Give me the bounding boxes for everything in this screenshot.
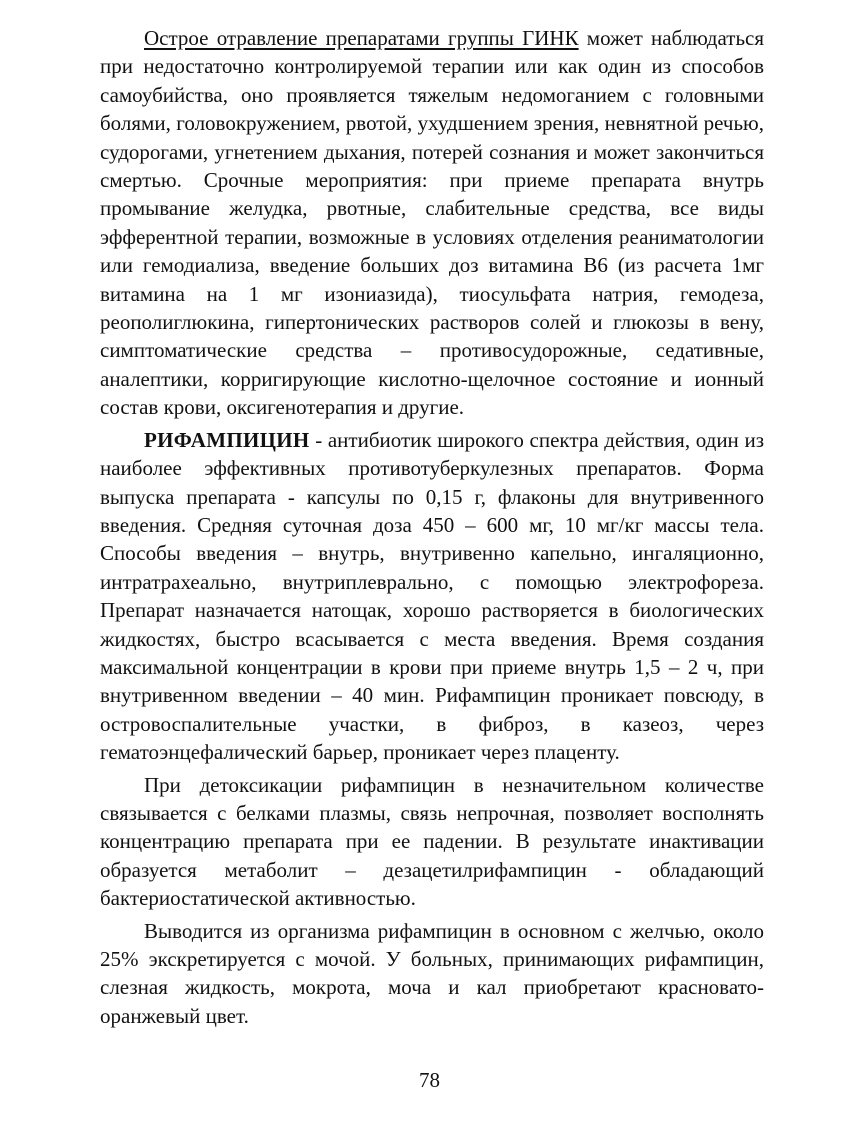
paragraph-excretion (100, 917, 764, 1031)
paragraph-text: может наблюдаться при недостаточно контролируемой терапии или как один из способов самоубийства, оно проявляется тяжелым недомоганием с головными болями, головокружением, рвотой, ухудшением зрения, невнятной речью, судорогами, угнетением дыхания, потерей сознания и может закончиться смертью. Срочные мероприятия: при приеме препарата внутрь промывание желудка, рвотные, слабительные средства, все виды эфферентной терапии, возможные в условиях отделения реаниматологии или гемодиализа, введение больших доз витамина В6 (из расчета 1мг витамина на 1 мг изониазида), тиосульфата натрия, гемодеза, реополиглюкина, гипертонических растворов солей и глюкозы в вену, симптоматические средства – противосудорожные, седативные, аналептики, корригирующие кислотно-щелочное состояние и ионный состав крови, оксигенотерапия и другие. (100, 26, 765, 420)
paragraph-text: Выводится из организма рифампицин в основном с желчью, около 25% экскретируется с мочой. У больных, принимающих рифампицин, слезная жидкость, мокрота, моча и кал приобретают красновато-оранжевый цвет. (100, 918, 764, 1028)
paragraph-detoxication (100, 771, 764, 913)
paragraph-acute-poisoning (100, 24, 764, 422)
paragraph-text: При детоксикации рифампицин в незначительном количестве связывается с белками плазмы, связь непрочная, позволяет восполнять концентрацию препарата при ее падении. В результате инактивации образуется метаболит – дезацетилрифампицин - обладающий бактериостатической активностью. (100, 772, 764, 911)
underlined-lead-phrase: Острое отравление препаратами группы ГИНК (144, 26, 579, 50)
paragraph-text: - антибиотик широкого спектра действия, один из наиболее эффективных противотуберкулезных препаратов. Форма выпуска препарата - капсулы по 0,15 г, флаконы для внутривенного введения. Средняя суточная доза 450 – 600 мг, 10 мг/кг массы тела. Способы введения – внутрь, внутривенно капельно, ингаляционно, интратрахеально, внутриплеврально, с помощью электрофореза. Препарат назначается натощак, хорошо растворяется в биологических жидкостях, быстро всасывается с места введения. Время создания максимальной концентрации в крови при приеме внутрь 1,5 – 2 ч, при внутривенном введении – 40 мин. Рифампицин проникает повсюду, в островоспалительные участки, в фиброз, в казеоз, через гематоэнцефалический барьер, проникает через плаценту. (100, 427, 764, 765)
drug-name-heading: РИФАМПИЦИН (144, 427, 310, 452)
page-body (100, 24, 764, 1030)
paragraph-rifampicin (100, 426, 764, 767)
page-number: 78 (419, 1068, 440, 1092)
